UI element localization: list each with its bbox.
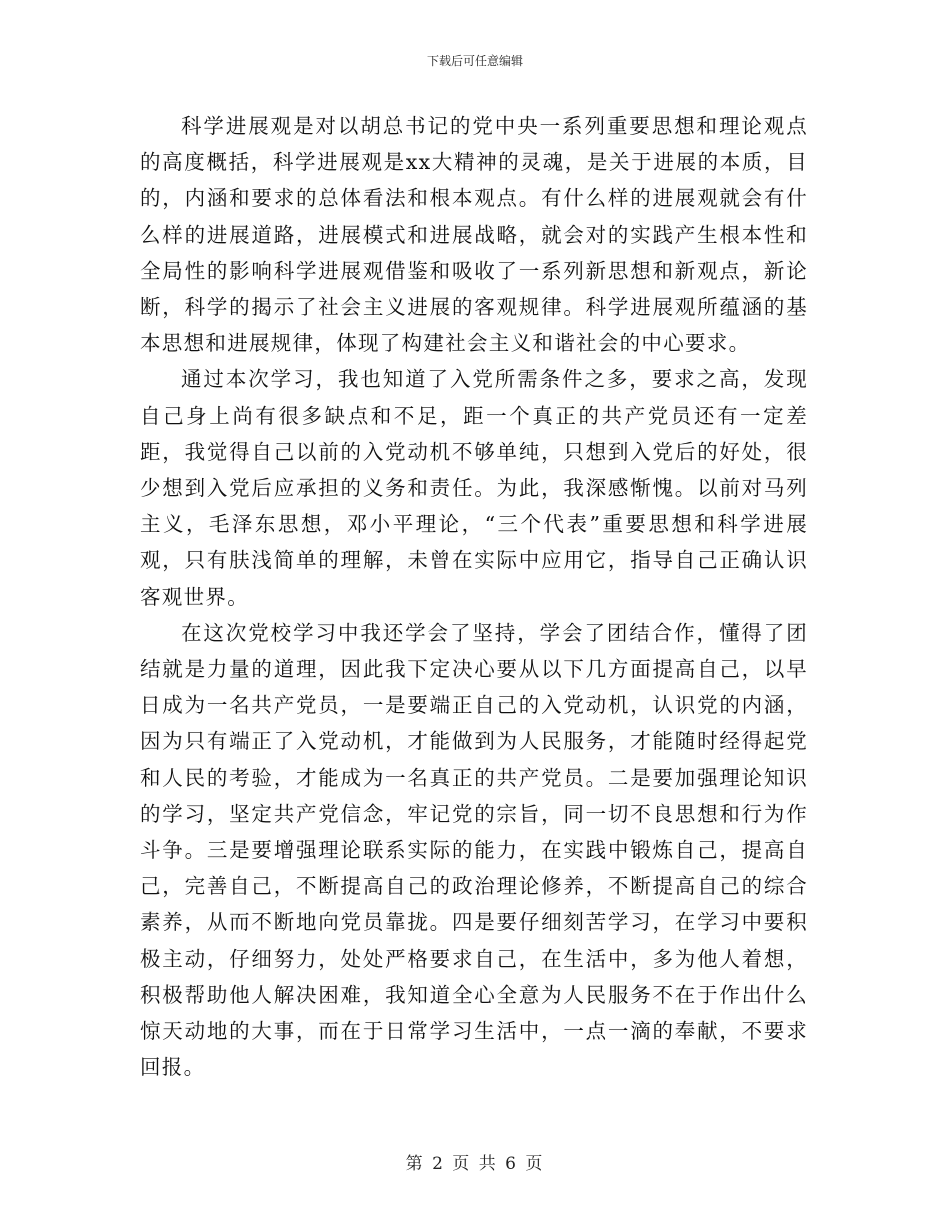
document-body [140, 108, 808, 1085]
page-footer: 第 2 页 共 6 页 [405, 1154, 545, 1174]
paragraph-1: 科学进展观是对以胡总书记的党中央一系列重要思想和理论观点的高度概括，科学进展观是xx大精神的灵魂，是关于进展的本质，目的，内涵和要求的总体看法和根本观点。有什么样的进展观就会有什么样的进展道路，进展模式和进展战略，就会对的实践产生根本性和全局性的影响科学进展观借鉴和吸收了一系列新思想和新观点，新论断，科学的揭示了社会主义进展的客观规律。科学进展观所蕴涵的基本思想和进展规律，体现了构建社会主义和谐社会的中心要求。 [140, 114, 808, 356]
page-header: 下载后可任意编辑 [426, 54, 523, 68]
paragraph-3: 在这次党校学习中我还学会了坚持，学会了团结合作，懂得了团结就是力量的道理，因此我下定决心要从以下几方面提高自己，以早日成为一名共产党员，一是要端正自己的入党动机，认识党的内涵，因为只有端正了入党动机，才能做到为人民服务，才能随时经得起党和人民的考验，才能成为一名真正的共产党员。二是要加强理论知识的学习，坚定共产党信念，牢记党的宗旨，同一切不良思想和行为作斗争。三是要增强理论联系实际的能力，在实践中锻炼自己，提高自己，完善自己，不断提高自己的政治理论修养，不断提高自己的综合素养，从而不断地向党员靠拢。四是要仔细刻苦学习，在学习中要积极主动，仔细努力，处处严格要求自己，在生活中，多为他人着想，积极帮助他人解决困难，我知道全心全意为人民服务不在于作出什么惊天动地的大事，而在于日常学习生活中，一点一滴的奉献，不要求回报。 [140, 620, 808, 1080]
paragraph-2: 通过本次学习，我也知道了入党所需条件之多，要求之高，发现自己身上尚有很多缺点和不足，距一个真正的共产党员还有一定差距，我觉得自己以前的入党动机不够单纯，只想到入党后的好处，很少想到入党后应承担的义务和责任。为此，我深感惭愧。以前对马列主义，毛泽东思想，邓小平理论，“三个代表”重要思想和科学进展观，只有肤浅简单的理解，未曾在实际中应用它，指导自己正确认识客观世界。 [140, 367, 808, 609]
